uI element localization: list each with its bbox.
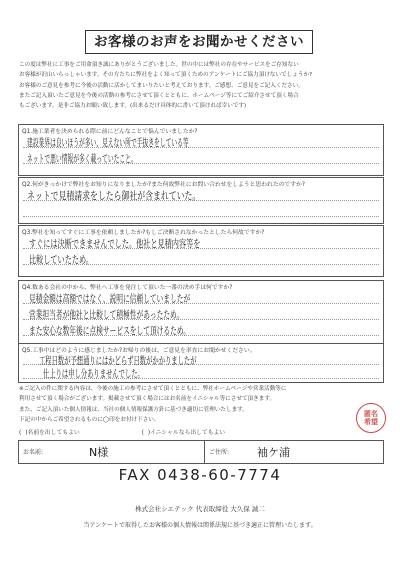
page-title: お客様のお声をお聞かせください bbox=[85, 30, 313, 54]
question-3-answer-line-2: 比較していたため。 bbox=[29, 254, 93, 266]
consent-note bbox=[19, 384, 391, 425]
question-4-answer-line-2: 営業担当者が他社と比較して積極性があったため。 bbox=[29, 309, 184, 321]
stamp-text: 匿名 希望 bbox=[364, 410, 378, 426]
customer-info-row bbox=[18, 440, 384, 464]
name-value[interactable]: N様 bbox=[89, 446, 109, 459]
note-line: また、ご記入頂いた個人情報は、当社の個人情報保護方針に基づき適切に管理いたします。 bbox=[19, 406, 248, 413]
name-label: お名前: bbox=[23, 449, 44, 456]
company-signature: 株式会社シエテック 代表取締役 大久保 誠二 bbox=[135, 505, 265, 513]
intro-line: またご記入頂いたご意見を今後の活動の参考にさせて頂くとともに、ホームページ等にてご紹介させて頂く場合 bbox=[19, 92, 299, 99]
question-4-box bbox=[18, 280, 384, 344]
note-line: 利用させて頂く場合がございます。掲載させて頂く場合にはお名前をイニシャル等にさせて頂きます。 bbox=[19, 396, 276, 403]
question-5-label: Q5.工事中はどのように感じましたか?お帰りの後は、ご意見を率直にお聞かせください。 bbox=[22, 348, 256, 354]
question-5-answer-line-2: 仕上りは申し分ありませんでした。 bbox=[43, 368, 144, 380]
question-3-label: Q3.弊社を知ってすぐに工事を依頼しましたか?もしご決断されなかったとしたら何故ですか? bbox=[22, 230, 265, 236]
address-label: ご住所: bbox=[209, 449, 230, 456]
question-2-answer-line-1: ネットで見積請求をしたら御社が含まれていた。 bbox=[27, 190, 201, 202]
intro-line: もございます。是非ご協力お願い致します。(出来るだけ具体的に書いて頂ければ幸いです) bbox=[19, 103, 247, 110]
field-divider bbox=[204, 441, 205, 463]
question-5-answer-line-1: 工程日数が予想通りにはかどらず日数がかかりましたが bbox=[39, 355, 197, 367]
note-line: ※ご記入の件に関する内容は、今後の施工の参考にさせて頂くとともに、弊社ホームページや営業活動等に bbox=[19, 386, 287, 392]
question-1-label: Q1.施工業者を決められる際に前にどんなことで悩んでいましたか? bbox=[22, 129, 198, 135]
option-name-ok[interactable]: ( )名前を出してもよい bbox=[19, 430, 80, 436]
question-2-box bbox=[18, 177, 384, 224]
question-4-answer-line-1: 見積金額は高額ではなく、説明に信頼していましたが bbox=[29, 293, 191, 305]
publish-options bbox=[19, 427, 285, 436]
question-3-box bbox=[18, 225, 384, 277]
fax-number: FAX 0438-60-7774 bbox=[118, 466, 282, 484]
intro-line: この度は弊社に工事をご用命頂き誠にありがとうございました。世の中には弊社の存在やサービスをご存知ない bbox=[19, 62, 299, 68]
question-2-label: Q2.何がきっかけで弊社をお知りになりましたか?また何故弊社にお問い合わせをしようと思われたのですか? bbox=[22, 182, 305, 188]
privacy-notice: 当アンケートで取得したお客様の個人情報は関係法規に基づき適正に管理いたします。 bbox=[83, 522, 317, 529]
question-1-answer-line-1: 建設業界は良いほうが多い、見えない所で手抜きをしている等 bbox=[27, 137, 189, 149]
note-line: 下記の中からご希望されるものに◯印をお付け下さい。 bbox=[19, 416, 160, 423]
question-4-answer-line-3: また安心な数年後に点検サービスをして頂けるため。 bbox=[29, 325, 191, 337]
answer-line bbox=[23, 216, 379, 217]
question-5-box bbox=[18, 343, 384, 383]
anonymous-stamp bbox=[356, 403, 386, 433]
option-initial-ok[interactable]: ( )イニシャルなら出してもよい bbox=[141, 430, 226, 436]
question-4-label: Q4.数ある会社の中から、弊社へ工事を発注して頂いた一番の決め手は何ですか? bbox=[22, 285, 233, 291]
question-3-answer-line-1: すぐには決断できませんでした。他社と見積内容等を bbox=[29, 238, 201, 250]
intro-line: お客様が沢山いらっしゃいます。その方たちに弊社をよく知って頂くためのアンケートにご協力頂けないでしょうか? bbox=[19, 72, 313, 79]
intro-text bbox=[19, 60, 385, 111]
question-1-box bbox=[18, 124, 384, 176]
address-value[interactable]: 袖ケ浦 bbox=[257, 446, 290, 459]
question-1-answer-line-2: ネットで悪い情報が多く載っていたこと。 bbox=[27, 153, 137, 165]
intro-line: お客様のご意見を参考に今後の活動に活かしてまいりたいと考えております。ご感想、ご意見をご記入ください。 bbox=[19, 82, 304, 89]
